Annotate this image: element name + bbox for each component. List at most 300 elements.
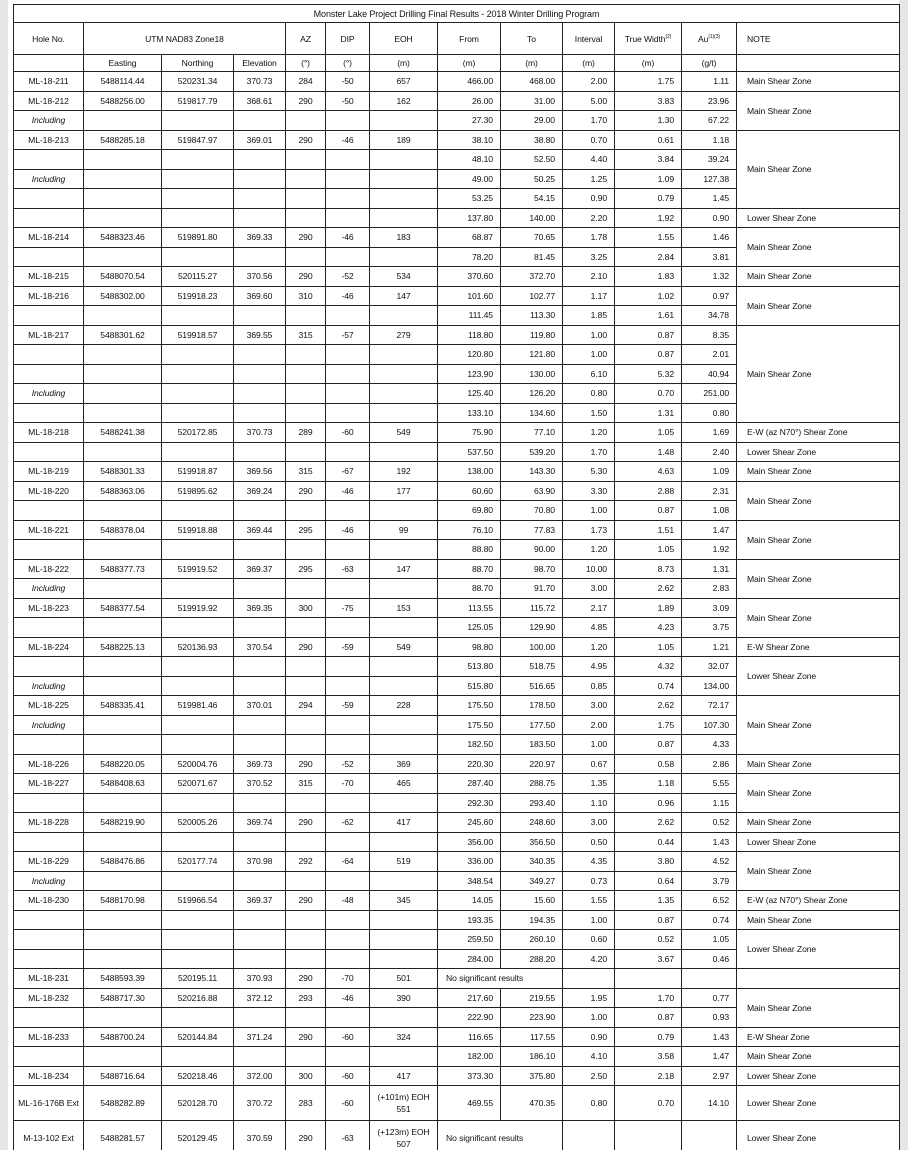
table-row	[14, 1121, 900, 1150]
au-grade-cell: 2.01	[682, 345, 737, 365]
table-row	[14, 325, 900, 345]
azimuth-cell: 290	[286, 1027, 326, 1047]
azimuth-cell	[286, 111, 326, 131]
interval-cell: 1.00	[563, 735, 615, 755]
hole-number-cell	[14, 247, 84, 267]
au-grade-cell: 1.43	[682, 832, 737, 852]
table-row	[14, 520, 900, 540]
northing-cell	[162, 793, 234, 813]
azimuth-cell	[286, 364, 326, 384]
from-cell: 123.90	[438, 364, 501, 384]
header-utm: UTM NAD83 Zone18	[84, 23, 286, 55]
northing-cell: 520231.34	[162, 72, 234, 92]
northing-cell	[162, 247, 234, 267]
easting-cell: 5488114.44	[84, 72, 162, 92]
hole-number-cell	[14, 150, 84, 170]
to-cell: 15.60	[501, 891, 563, 911]
eoh-cell: 390	[370, 988, 438, 1008]
au-grade-cell: 1.31	[682, 559, 737, 579]
to-cell: 98.70	[501, 559, 563, 579]
interval-cell: 4.10	[563, 1047, 615, 1067]
unit-au: (g/t)	[682, 55, 737, 72]
azimuth-cell: 284	[286, 72, 326, 92]
hole-number-cell: ML-18-216	[14, 286, 84, 306]
au-grade-cell: 0.46	[682, 949, 737, 969]
azimuth-cell: 290	[286, 228, 326, 248]
from-cell: 133.10	[438, 403, 501, 423]
eoh-cell: 549	[370, 637, 438, 657]
au-grade-cell: 67.22	[682, 111, 737, 131]
table-row	[14, 208, 900, 228]
hole-number-cell: ML-16-176B Ext	[14, 1086, 84, 1121]
hole-number-cell	[14, 1008, 84, 1028]
true-width-note: (2)	[665, 33, 672, 40]
au-grade-cell: 14.10	[682, 1086, 737, 1121]
dip-cell: -46	[326, 130, 370, 150]
azimuth-cell: 290	[286, 813, 326, 833]
eoh-cell	[370, 930, 438, 950]
azimuth-cell: 290	[286, 130, 326, 150]
true-width-cell: 0.70	[615, 384, 682, 404]
true-width-label: True Width	[624, 33, 666, 44]
hole-number-cell: M-13-102 Ext	[14, 1121, 84, 1150]
from-cell: 217.60	[438, 988, 501, 1008]
eoh-cell: 147	[370, 286, 438, 306]
unit-az: (°)	[286, 55, 326, 72]
dip-cell	[326, 501, 370, 521]
true-width-cell: 0.64	[615, 871, 682, 891]
azimuth-cell: 310	[286, 286, 326, 306]
au-grade-cell: 34.78	[682, 306, 737, 326]
true-width-cell: 1.31	[615, 403, 682, 423]
hole-number-cell: ML-18-211	[14, 72, 84, 92]
easting-cell: 5488170.98	[84, 891, 162, 911]
interval-cell: 4.85	[563, 618, 615, 638]
elevation-cell	[234, 501, 286, 521]
azimuth-cell: 289	[286, 423, 326, 443]
easting-cell: 5488700.24	[84, 1027, 162, 1047]
true-width-cell: 0.61	[615, 130, 682, 150]
northing-cell: 519919.92	[162, 598, 234, 618]
elevation-cell: 369.60	[234, 286, 286, 306]
dip-cell: -52	[326, 754, 370, 774]
interval-cell: 1.20	[563, 423, 615, 443]
northing-cell	[162, 540, 234, 560]
from-cell: 88.70	[438, 579, 501, 599]
interval-cell: 1.25	[563, 169, 615, 189]
header-elevation: Elevation	[234, 55, 286, 72]
true-width-cell: 0.79	[615, 189, 682, 209]
table-row	[14, 286, 900, 306]
dip-cell	[326, 403, 370, 423]
northing-cell: 519981.46	[162, 696, 234, 716]
northing-cell	[162, 910, 234, 930]
azimuth-cell: 300	[286, 1066, 326, 1086]
easting-cell	[84, 735, 162, 755]
azimuth-cell: 294	[286, 696, 326, 716]
eoh-cell: 657	[370, 72, 438, 92]
from-cell: 98.80	[438, 637, 501, 657]
to-cell: 194.35	[501, 910, 563, 930]
hole-number-cell: ML-18-213	[14, 130, 84, 150]
eoh-cell: 345	[370, 891, 438, 911]
au-grade-cell: 1.47	[682, 520, 737, 540]
hole-number-cell: ML-18-212	[14, 91, 84, 111]
easting-cell: 5488285.18	[84, 130, 162, 150]
northing-cell	[162, 150, 234, 170]
header-note: NOTE	[737, 23, 900, 55]
dip-cell: -46	[326, 988, 370, 1008]
from-cell: 68.87	[438, 228, 501, 248]
true-width-cell: 1.05	[615, 540, 682, 560]
to-cell: 119.80	[501, 325, 563, 345]
table-row	[14, 462, 900, 482]
easting-cell: 5488070.54	[84, 267, 162, 287]
dip-cell	[326, 1047, 370, 1067]
azimuth-cell: 290	[286, 267, 326, 287]
elevation-cell	[234, 676, 286, 696]
from-cell: 182.00	[438, 1047, 501, 1067]
easting-cell	[84, 715, 162, 735]
from-cell: 138.00	[438, 462, 501, 482]
azimuth-cell: 290	[286, 637, 326, 657]
to-cell: 70.80	[501, 501, 563, 521]
from-cell: 193.35	[438, 910, 501, 930]
northing-cell	[162, 306, 234, 326]
hole-number-cell	[14, 189, 84, 209]
eoh-cell: 192	[370, 462, 438, 482]
northing-cell: 519918.23	[162, 286, 234, 306]
elevation-cell	[234, 793, 286, 813]
au-grade-cell: 5.55	[682, 774, 737, 794]
au-grade-cell: 134.00	[682, 676, 737, 696]
from-cell: 125.05	[438, 618, 501, 638]
hole-number-cell	[14, 442, 84, 462]
azimuth-cell	[286, 1008, 326, 1028]
header-easting: Easting	[84, 55, 162, 72]
azimuth-cell	[286, 384, 326, 404]
azimuth-cell	[286, 345, 326, 365]
elevation-cell	[234, 657, 286, 677]
azimuth-cell: 293	[286, 988, 326, 1008]
easting-cell	[84, 793, 162, 813]
azimuth-cell	[286, 832, 326, 852]
from-cell: 88.80	[438, 540, 501, 560]
northing-cell	[162, 871, 234, 891]
true-width-cell: 0.87	[615, 735, 682, 755]
to-cell: 248.60	[501, 813, 563, 833]
hole-number-cell	[14, 949, 84, 969]
elevation-cell	[234, 1047, 286, 1067]
hole-number-cell: Including	[14, 111, 84, 131]
note-cell: Main Shear Zone	[737, 130, 900, 208]
elevation-cell	[234, 364, 286, 384]
note-cell: Main Shear Zone	[737, 267, 900, 287]
from-cell: 222.90	[438, 1008, 501, 1028]
table-row	[14, 598, 900, 618]
au-grade-cell: 1.47	[682, 1047, 737, 1067]
au-grade-cell: 72.17	[682, 696, 737, 716]
interval-cell	[563, 1121, 615, 1150]
easting-cell: 5488335.41	[84, 696, 162, 716]
interval-cell: 0.67	[563, 754, 615, 774]
note-cell: Main Shear Zone	[737, 520, 900, 559]
dip-cell	[326, 871, 370, 891]
to-cell: 518.75	[501, 657, 563, 677]
to-cell: 288.20	[501, 949, 563, 969]
hole-number-cell	[14, 910, 84, 930]
au-grade-cell: 0.77	[682, 988, 737, 1008]
azimuth-cell	[286, 247, 326, 267]
header-hole: Hole No.	[14, 23, 84, 55]
elevation-cell	[234, 345, 286, 365]
from-cell: 125.40	[438, 384, 501, 404]
elevation-cell: 369.73	[234, 754, 286, 774]
to-cell: 29.00	[501, 111, 563, 131]
interval-cell: 1.00	[563, 501, 615, 521]
true-width-cell: 2.18	[615, 1066, 682, 1086]
easting-cell	[84, 1047, 162, 1067]
note-cell: Main Shear Zone	[737, 1047, 900, 1067]
au-grade-cell: 2.31	[682, 481, 737, 501]
table-row	[14, 852, 900, 872]
easting-cell: 5488476.86	[84, 852, 162, 872]
au-grade-cell: 3.81	[682, 247, 737, 267]
northing-cell	[162, 189, 234, 209]
au-grade-cell: 1.21	[682, 637, 737, 657]
northing-cell	[162, 832, 234, 852]
from-cell: 26.00	[438, 91, 501, 111]
northing-cell: 519817.79	[162, 91, 234, 111]
northing-cell	[162, 208, 234, 228]
header-to: To	[501, 23, 563, 55]
azimuth-cell: 290	[286, 891, 326, 911]
note-cell: Main Shear Zone	[737, 325, 900, 423]
au-grade-cell: 1.92	[682, 540, 737, 560]
interval-cell: 0.50	[563, 832, 615, 852]
true-width-cell: 2.84	[615, 247, 682, 267]
easting-cell	[84, 832, 162, 852]
dip-cell	[326, 735, 370, 755]
elevation-cell	[234, 871, 286, 891]
elevation-cell: 369.01	[234, 130, 286, 150]
elevation-cell: 370.93	[234, 969, 286, 989]
true-width-cell: 1.05	[615, 423, 682, 443]
azimuth-cell	[286, 540, 326, 560]
true-width-cell: 1.51	[615, 520, 682, 540]
azimuth-cell	[286, 208, 326, 228]
dip-cell: -50	[326, 91, 370, 111]
azimuth-cell	[286, 910, 326, 930]
interval-cell: 1.73	[563, 520, 615, 540]
northing-cell: 519891.80	[162, 228, 234, 248]
true-width-cell: 0.70	[615, 1086, 682, 1121]
interval-cell: 1.70	[563, 111, 615, 131]
to-cell: 516.65	[501, 676, 563, 696]
easting-cell: 5488302.00	[84, 286, 162, 306]
interval-cell: 1.55	[563, 891, 615, 911]
au-grade-cell: 251.00	[682, 384, 737, 404]
hole-number-cell: ML-18-215	[14, 267, 84, 287]
hole-number-cell	[14, 345, 84, 365]
dip-cell: -70	[326, 774, 370, 794]
easting-cell	[84, 364, 162, 384]
au-grade-cell: 2.86	[682, 754, 737, 774]
hole-number-cell: ML-18-234	[14, 1066, 84, 1086]
elevation-cell	[234, 150, 286, 170]
true-width-cell: 4.23	[615, 618, 682, 638]
true-width-cell: 1.18	[615, 774, 682, 794]
from-cell: 469.55	[438, 1086, 501, 1121]
table-row	[14, 267, 900, 287]
easting-cell: 5488282.89	[84, 1086, 162, 1121]
note-cell: Lower Shear Zone	[737, 208, 900, 228]
easting-cell: 5488219.90	[84, 813, 162, 833]
to-cell: 143.30	[501, 462, 563, 482]
unit-from: (m)	[438, 55, 501, 72]
azimuth-cell: 292	[286, 852, 326, 872]
elevation-cell	[234, 306, 286, 326]
au-grade-cell: 1.46	[682, 228, 737, 248]
au-grade-cell: 1.43	[682, 1027, 737, 1047]
elevation-cell: 369.24	[234, 481, 286, 501]
left-margin	[0, 0, 8, 1150]
to-cell: 140.00	[501, 208, 563, 228]
eoh-cell	[370, 150, 438, 170]
northing-cell: 520177.74	[162, 852, 234, 872]
hole-number-cell	[14, 501, 84, 521]
hole-number-cell: ML-18-229	[14, 852, 84, 872]
to-cell: 91.70	[501, 579, 563, 599]
eoh-cell: 549	[370, 423, 438, 443]
hole-number-cell: ML-18-223	[14, 598, 84, 618]
au-grade-cell: 4.52	[682, 852, 737, 872]
dip-cell	[326, 364, 370, 384]
easting-cell: 5488301.62	[84, 325, 162, 345]
note-cell: E-W Shear Zone	[737, 1027, 900, 1047]
hole-number-cell: Including	[14, 715, 84, 735]
from-cell: 370.60	[438, 267, 501, 287]
to-cell: 372.70	[501, 267, 563, 287]
elevation-cell: 369.37	[234, 559, 286, 579]
elevation-cell: 370.98	[234, 852, 286, 872]
true-width-cell: 2.62	[615, 579, 682, 599]
hole-number-cell: Including	[14, 871, 84, 891]
hole-number-cell: ML-18-231	[14, 969, 84, 989]
dip-cell	[326, 949, 370, 969]
to-cell: 349.27	[501, 871, 563, 891]
table-row	[14, 969, 900, 989]
eoh-cell: (+123m) EOH 507	[370, 1121, 438, 1150]
elevation-cell: 371.24	[234, 1027, 286, 1047]
from-cell: 38.10	[438, 130, 501, 150]
from-cell: 111.45	[438, 306, 501, 326]
from-cell: 466.00	[438, 72, 501, 92]
au-grade-cell: 3.09	[682, 598, 737, 618]
au-grade-cell: 1.18	[682, 130, 737, 150]
true-width-cell: 5.32	[615, 364, 682, 384]
unit-interval: (m)	[563, 55, 615, 72]
hole-number-cell	[14, 540, 84, 560]
interval-cell: 1.00	[563, 1008, 615, 1028]
northing-cell: 520195.11	[162, 969, 234, 989]
dip-cell	[326, 247, 370, 267]
to-cell: 293.40	[501, 793, 563, 813]
northing-cell: 520128.70	[162, 1086, 234, 1121]
azimuth-cell: 290	[286, 754, 326, 774]
interval-cell: 4.40	[563, 150, 615, 170]
from-cell: 118.80	[438, 325, 501, 345]
au-grade-cell: 2.40	[682, 442, 737, 462]
true-width-cell	[615, 969, 682, 989]
note-cell: Main Shear Zone	[737, 228, 900, 267]
true-width-cell: 3.58	[615, 1047, 682, 1067]
elevation-cell: 369.55	[234, 325, 286, 345]
elevation-cell: 370.01	[234, 696, 286, 716]
azimuth-cell: 315	[286, 462, 326, 482]
true-width-cell: 1.75	[615, 715, 682, 735]
easting-cell	[84, 111, 162, 131]
interval-cell: 0.90	[563, 189, 615, 209]
eoh-cell	[370, 579, 438, 599]
to-cell: 63.90	[501, 481, 563, 501]
table-row	[14, 910, 900, 930]
northing-cell: 519847.97	[162, 130, 234, 150]
to-cell: 288.75	[501, 774, 563, 794]
hole-number-cell: ML-18-222	[14, 559, 84, 579]
au-grade-cell: 1.11	[682, 72, 737, 92]
true-width-cell: 2.62	[615, 813, 682, 833]
from-cell: 101.60	[438, 286, 501, 306]
easting-cell: 5488593.39	[84, 969, 162, 989]
eoh-cell: 153	[370, 598, 438, 618]
northing-cell	[162, 169, 234, 189]
eoh-cell: 465	[370, 774, 438, 794]
true-width-cell: 1.48	[615, 442, 682, 462]
note-cell: Lower Shear Zone	[737, 930, 900, 969]
au-grade-cell: 2.97	[682, 1066, 737, 1086]
interval-cell: 1.10	[563, 793, 615, 813]
easting-cell: 5488363.06	[84, 481, 162, 501]
easting-cell	[84, 208, 162, 228]
azimuth-cell	[286, 442, 326, 462]
to-cell: 38.80	[501, 130, 563, 150]
eoh-cell	[370, 345, 438, 365]
easting-cell	[84, 306, 162, 326]
hole-number-cell: ML-18-219	[14, 462, 84, 482]
header-interval: Interval	[563, 23, 615, 55]
northing-cell: 520004.76	[162, 754, 234, 774]
eoh-cell	[370, 403, 438, 423]
interval-cell: 2.10	[563, 267, 615, 287]
au-grade-cell: 23.96	[682, 91, 737, 111]
note-cell: Main Shear Zone	[737, 910, 900, 930]
table-row	[14, 930, 900, 950]
hole-number-cell: ML-18-228	[14, 813, 84, 833]
dip-cell	[326, 930, 370, 950]
northing-cell	[162, 579, 234, 599]
hole-number-cell: Including	[14, 579, 84, 599]
unit-note-blank	[737, 55, 900, 72]
elevation-cell	[234, 189, 286, 209]
hole-number-cell	[14, 403, 84, 423]
hole-number-cell: ML-18-230	[14, 891, 84, 911]
easting-cell: 5488378.04	[84, 520, 162, 540]
eoh-cell: 417	[370, 1066, 438, 1086]
azimuth-cell: 295	[286, 559, 326, 579]
to-cell: 77.83	[501, 520, 563, 540]
interval-cell: 1.00	[563, 325, 615, 345]
